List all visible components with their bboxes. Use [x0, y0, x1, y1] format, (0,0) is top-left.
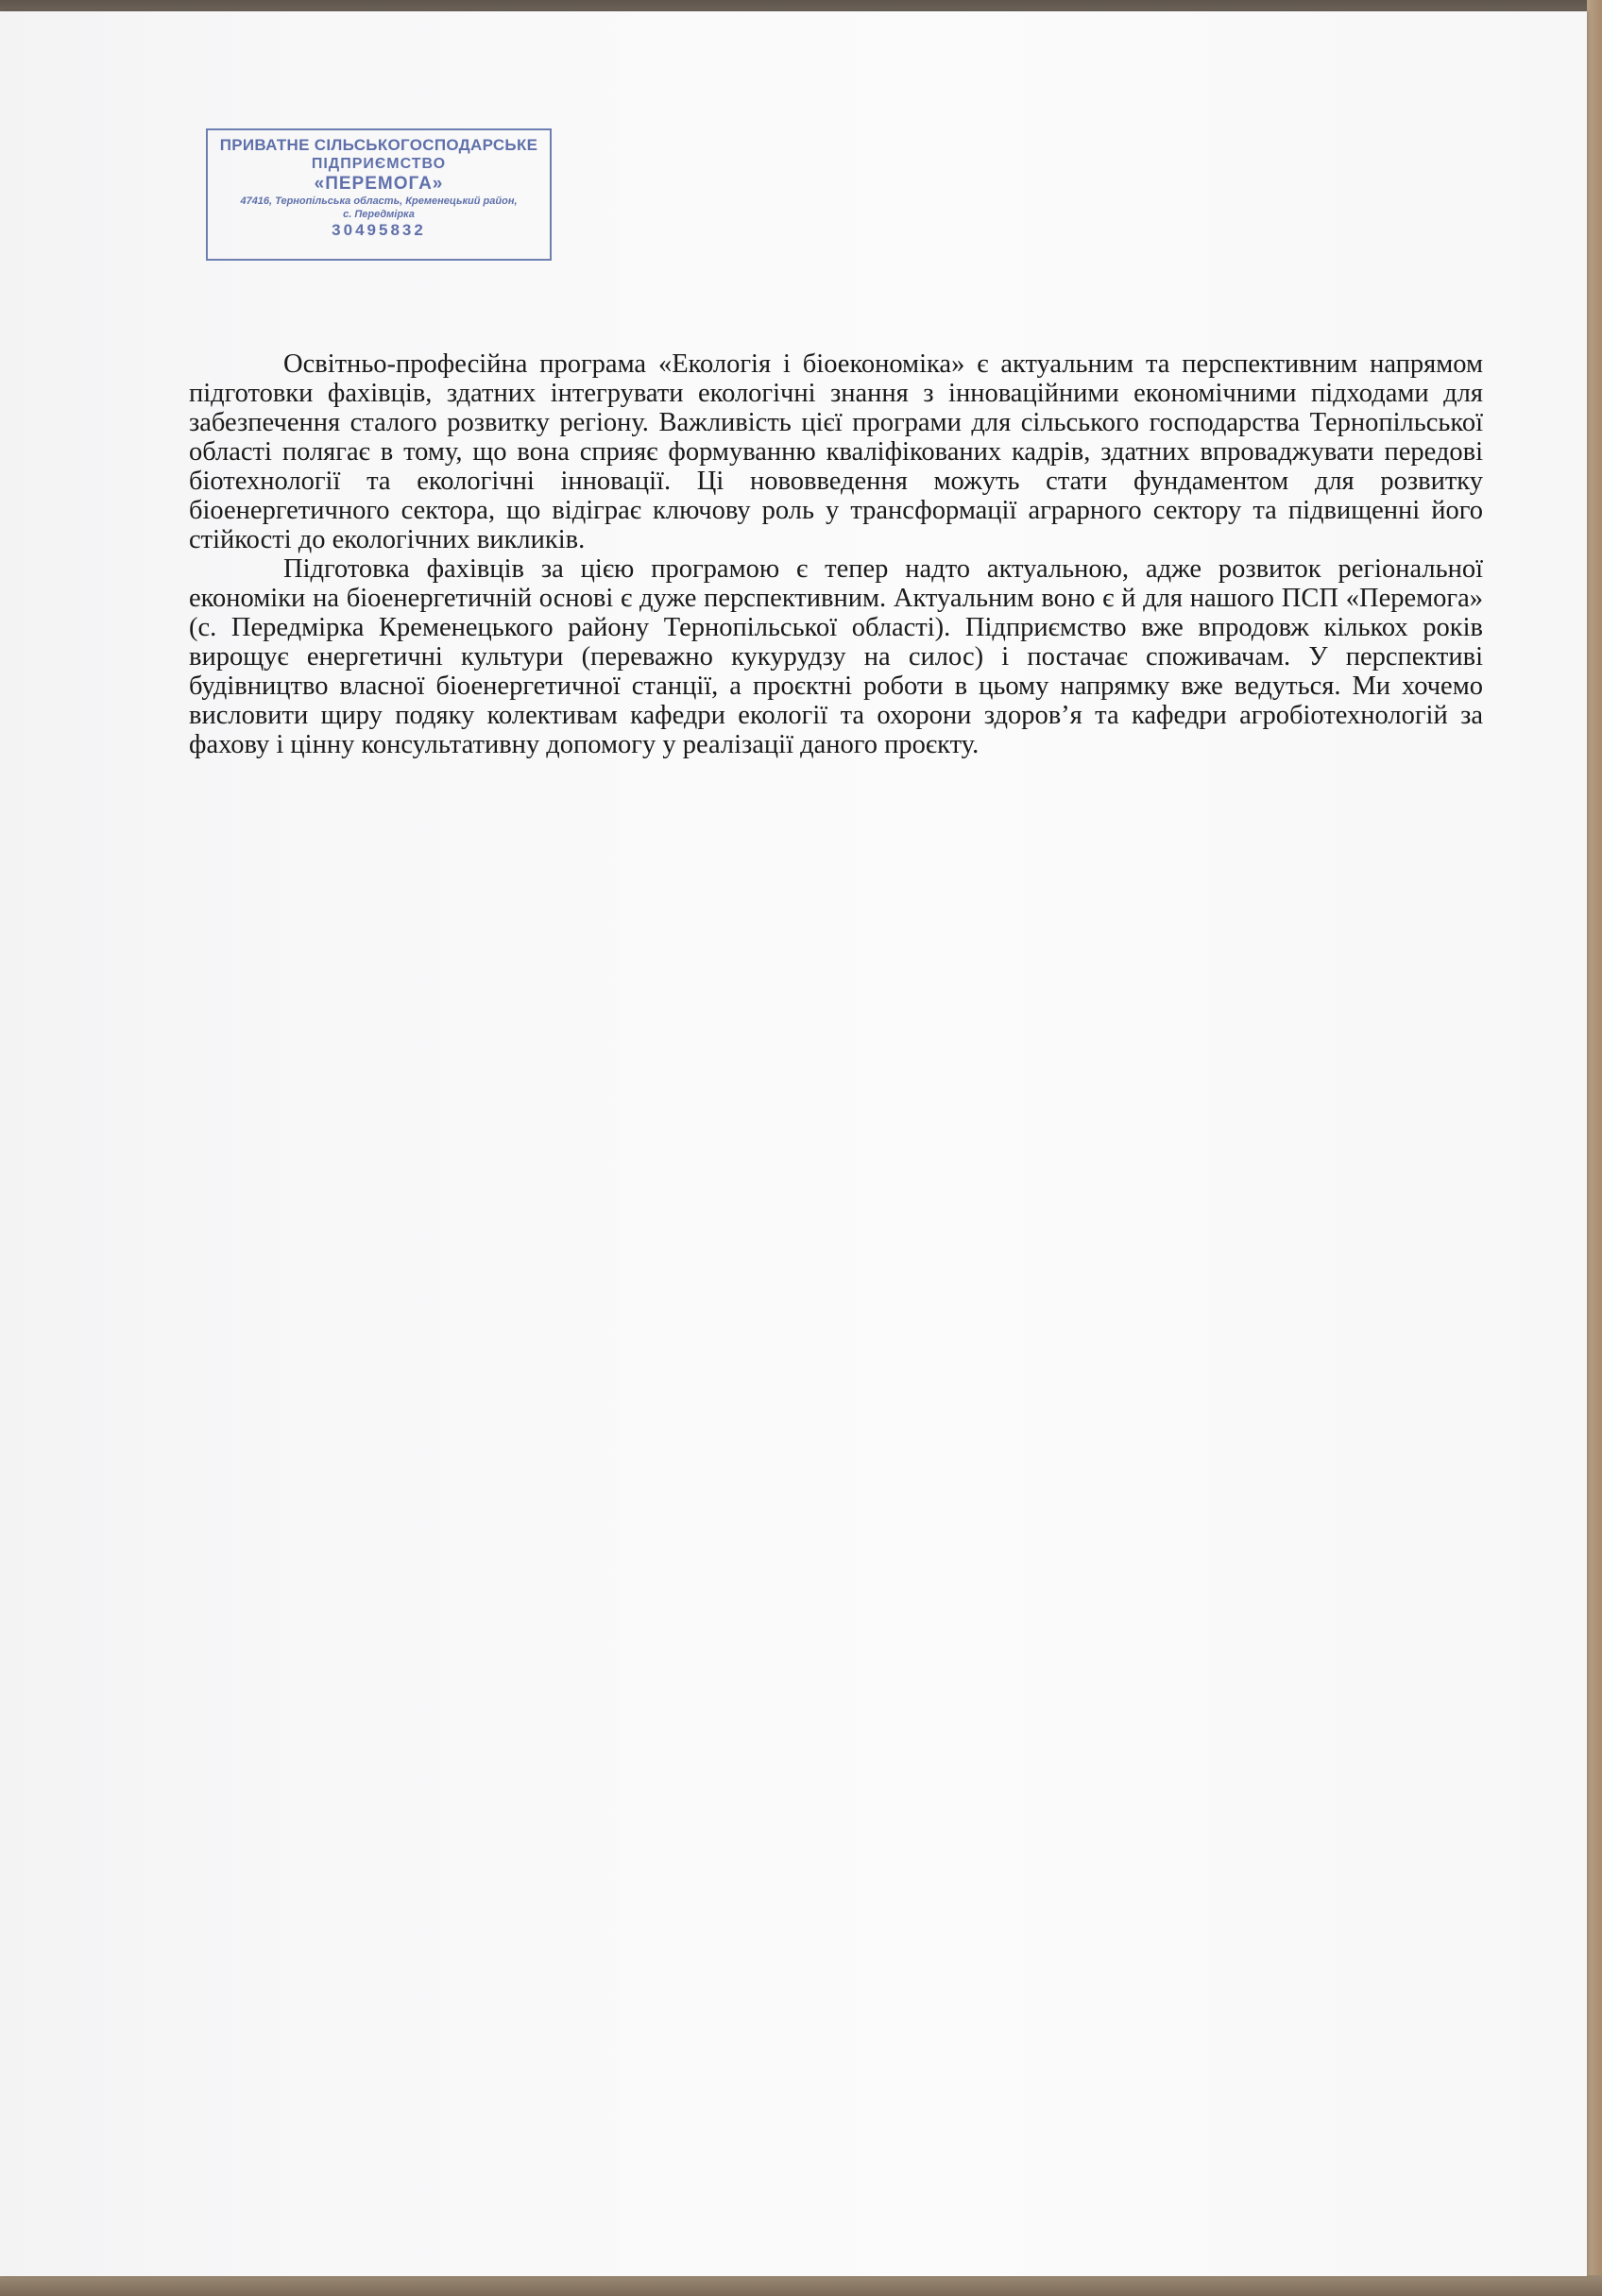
stamp-village: с. Передмірка — [343, 209, 415, 220]
photo-backdrop-bottom — [0, 2275, 1602, 2296]
photo-backdrop-right — [1587, 0, 1602, 2296]
company-stamp — [206, 128, 552, 261]
document-page — [0, 11, 1587, 2276]
stamp-company-name: «ПЕРЕМОГА» — [314, 174, 444, 194]
letter-body — [189, 349, 1483, 759]
paragraph-2: Підготовка фахівців за цією програмою є тепер надто актуальною, адже розвиток регіональної економіки на біоенергетичній основі є дуже перспективним. Актуальним воно є й для нашого ПСП «Перемога» (с. Передмірка Кременецького району Тернопільської області). Підприємство вже впродовж кількох років вирощує енергетичні культури (переважно кукурудзу на силос) і постачає споживачам. У перспективі будівництво власної біоенергетичної станції, а проєктні роботи в цьому напрямку вже ведуться. Ми хочемо висловити щиру подяку колективам кафедри екології та охорони здоров’я та кафедри агробіотехнологій за фахову і цінну консультативну допомогу у реалізації даного проєкту. — [189, 554, 1483, 759]
stamp-address: 47416, Тернопільська область, Кременецький район, — [240, 196, 518, 207]
stamp-company-code: 30495832 — [332, 221, 426, 239]
stamp-company-type-2: ПІДПРИЄМСТВО — [311, 156, 447, 172]
stamp-company-type: ПРИВАТНЕ СІЛЬСЬКОГОСПОДАРСЬКЕ — [219, 136, 538, 154]
paragraph-1: Освітньо-професійна програма «Екологія і біоекономіка» є актуальним та перспективним напрямом підготовки фахівців, здатних інтегрувати екологічні знання з інноваційними економічними підходами для забезпечення сталого розвитку регіону. Важливість цієї програми для сільського господарства Тернопільської області полягає в тому, що вона сприяє формуванню кваліфікованих кадрів, здатних впроваджувати передові біотехнології та екологічні інновації. Ці нововведення можуть стати фундаментом для розвитку біоенергетичного сектора, що відіграє ключову роль у трансформації аграрного сектору та підвищенні його стійкості до екологічних викликів. — [189, 349, 1483, 554]
